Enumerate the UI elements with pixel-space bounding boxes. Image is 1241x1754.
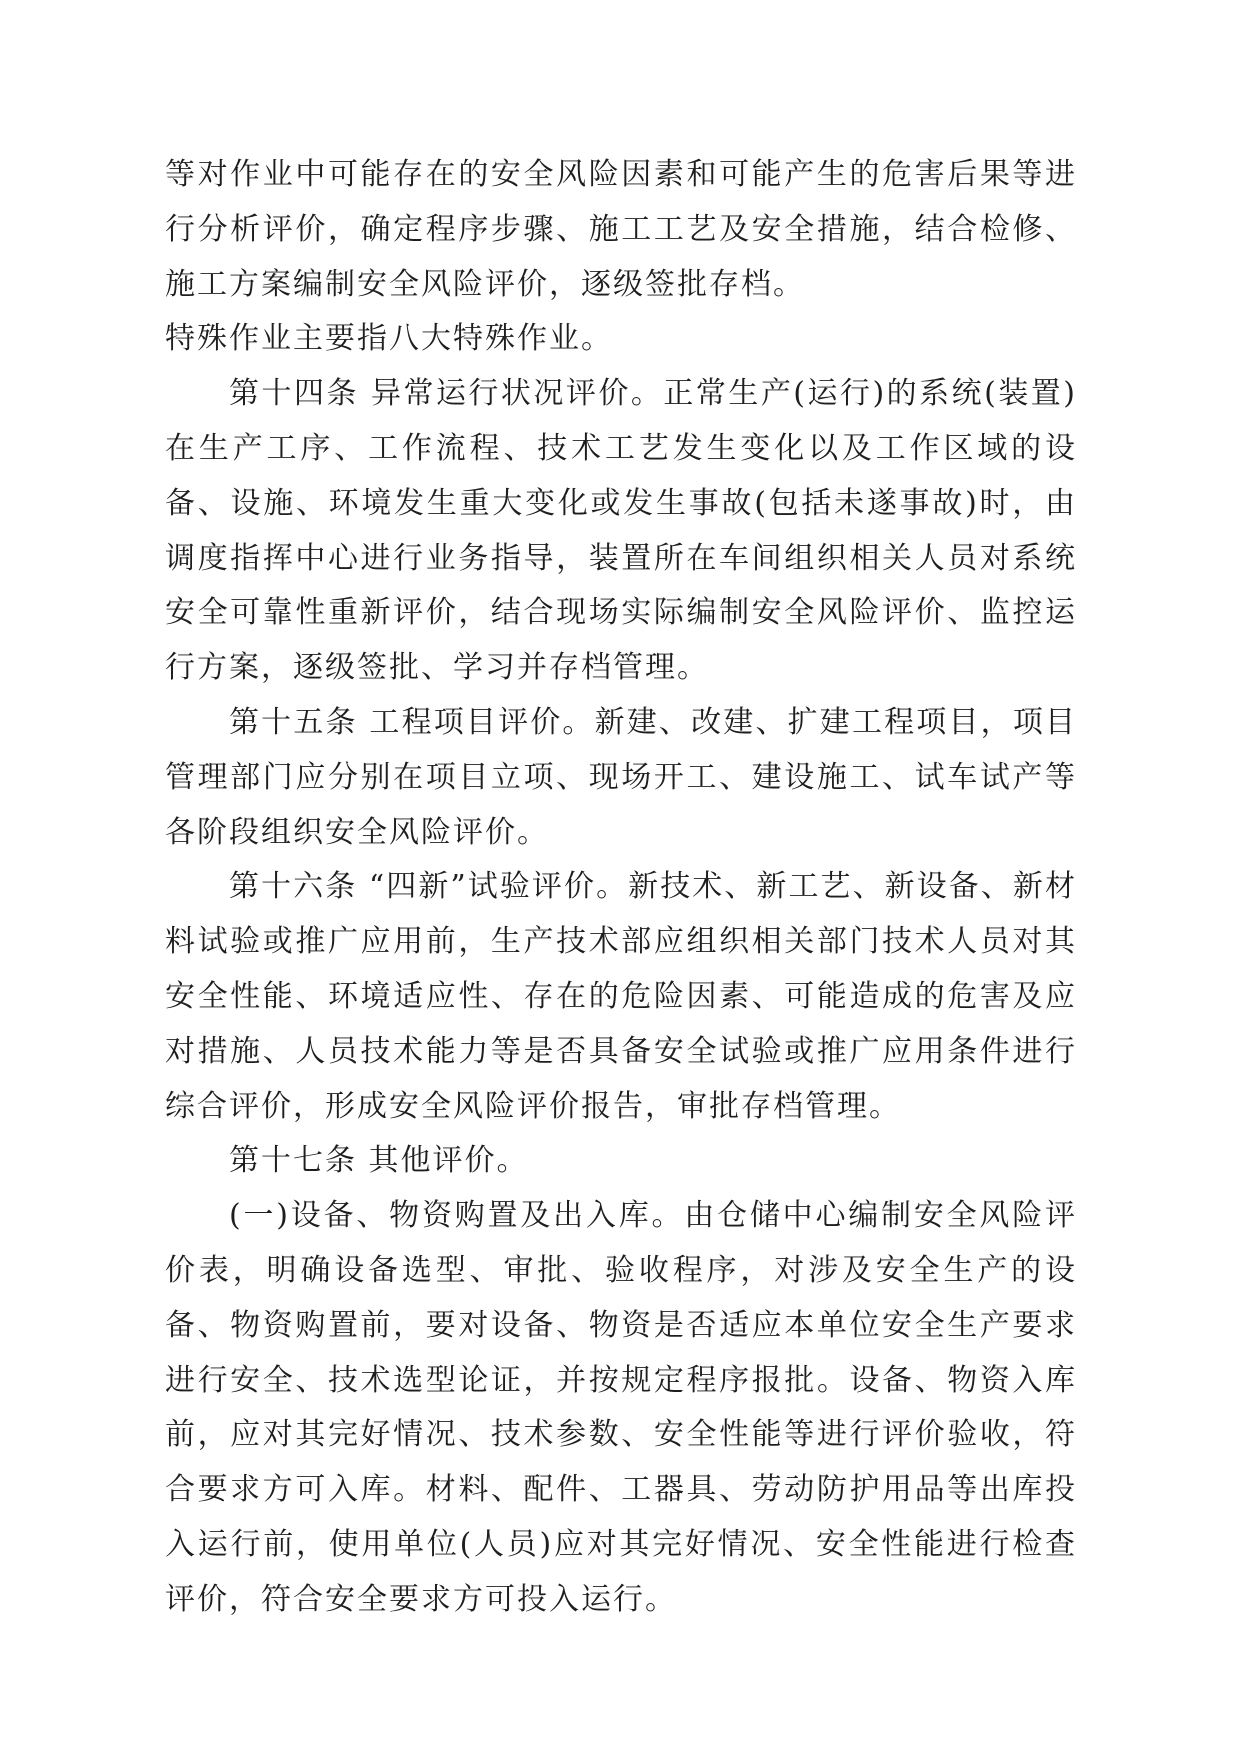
paragraph-special-operations-note: 特殊作业主要指八大特殊作业。: [165, 321, 613, 357]
paragraph-article-17: 第十七条 其他评价。: [229, 1143, 529, 1179]
paragraph-article-14: 第十四条 异常运行状况评价。正常生产(运行)的系统(装置)在生产工序、工作流程、技术工艺发生变化以及工作区域的设备、设施、环境发生重大变化或发生事故(包括未遂事故)时，由调度指挥中心进行业务指导，装置所在车间组织相关人员对系统安全可靠性重新评价，结合现场实际编制安全风险评价、监控运行方案，逐级签批、学习并存档管理。: [165, 376, 1077, 686]
paragraph-article-16: 第十六条 “四新”试验评价。新技术、新工艺、新设备、新材料试验或推广应用前，生产技术部应组织相关部门技术人员对其安全性能、环境适应性、存在的危险因素、可能造成的危害及应对措施、人员技术能力等是否具备安全试验或推广应用条件进行综合评价，形成安全风险评价报告，审批存档管理。: [165, 869, 1077, 1124]
paragraph-article-17-item-1: (一)设备、物资购置及出入库。由仓储中心编制安全风险评价表，明确设备选型、审批、验收程序，对涉及安全生产的设备、物资购置前，要对设备、物资是否适应本单位安全生产要求进行安全、技术选型论证，并按规定程序报批。设备、物资入库前，应对其完好情况、技术参数、安全性能等进行评价验收，符合要求方可入库。材料、配件、工器具、劳动防护用品等出库投入运行前，使用单位(人员)应对其完好情况、安全性能进行检查评价，符合安全要求方可投入运行。: [165, 1198, 1077, 1617]
document-body: [165, 148, 1077, 1628]
paragraph-article-15: 第十五条 工程项目评价。新建、改建、扩建工程项目，项目管理部门应分别在项目立项、现场开工、建设施工、试车试产等各阶段组织安全风险评价。: [165, 704, 1077, 850]
paragraph-continuation: 等对作业中可能存在的安全风险因素和可能产生的危害后果等进行分析评价，确定程序步骤、施工工艺及安全措施，结合检修、施工方案编制安全风险评价，逐级签批存档。: [165, 157, 1077, 302]
